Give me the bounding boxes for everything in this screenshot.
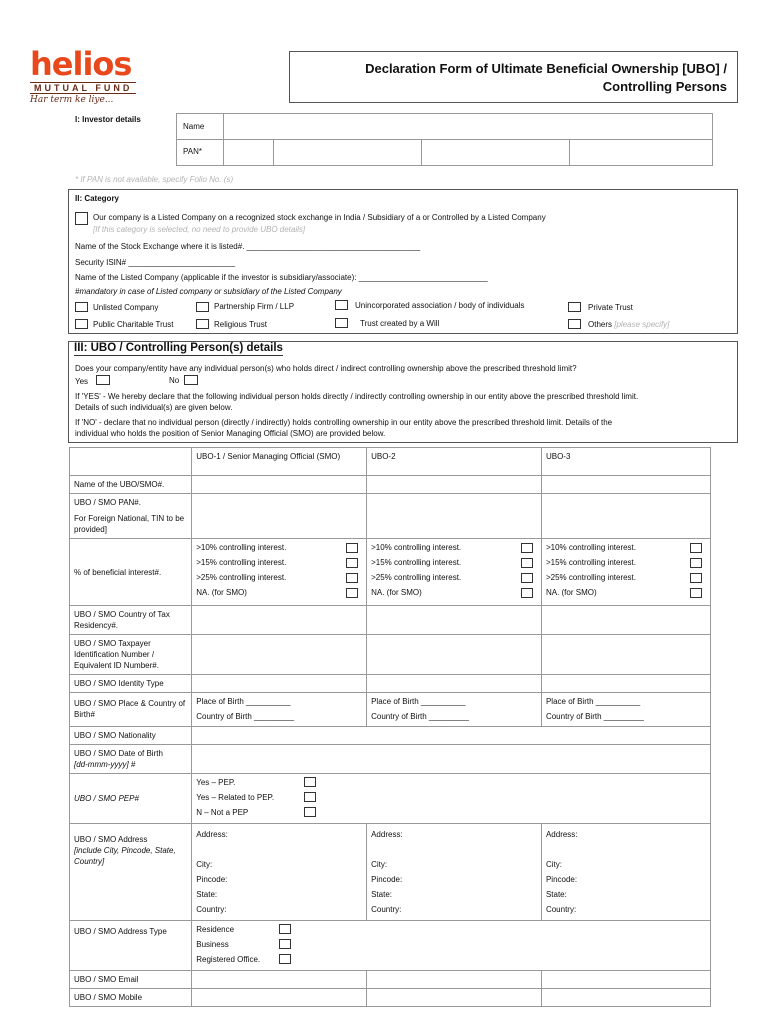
ubo3-state[interactable]: State:: [545, 890, 567, 899]
tax-country-label: UBO / SMO Country of Tax Residency#.: [70, 606, 192, 635]
ubo3-int10-checkbox[interactable]: [690, 543, 702, 553]
business-checkbox[interactable]: [279, 939, 291, 949]
ubo1-int25-checkbox[interactable]: [346, 573, 358, 583]
trust-will-label: Trust created by a Will: [360, 319, 440, 328]
pep-yes-checkbox[interactable]: [304, 777, 316, 787]
ubo3-int10-label: >10% controlling interest.: [545, 543, 637, 552]
header-ubo3: UBO-3: [541, 448, 710, 476]
header-ubo2: UBO-2: [367, 448, 542, 476]
ubo3-name[interactable]: [541, 476, 710, 494]
partnership-checkbox[interactable]: [196, 302, 209, 312]
others-checkbox[interactable]: [568, 319, 581, 329]
residence-checkbox[interactable]: [279, 924, 291, 934]
tin-label: UBO / SMO Taxpayer Identification Number / Equivalent ID Number#.: [70, 635, 192, 675]
ubo2-interest: [367, 539, 542, 606]
form-title-box: [289, 51, 738, 103]
unincorporated-checkbox[interactable]: [335, 300, 348, 310]
ubo3-country[interactable]: Country:: [545, 905, 577, 914]
ubo3-int15-label: >15% controlling interest.: [545, 558, 637, 567]
pep-related-checkbox[interactable]: [304, 792, 316, 802]
listed-company-text: Our company is a Listed Company on a recognized stock exchange in India / Subsidiary of a or Controlled by a Listed Company: [93, 213, 546, 222]
ubo1-int10-checkbox[interactable]: [346, 543, 358, 553]
others-label: [588, 320, 669, 329]
ubo1-email[interactable]: [192, 971, 367, 989]
if-yes-text-2: Details of such individual(s) are given below.: [75, 403, 233, 412]
trust-will-checkbox[interactable]: [335, 318, 348, 328]
pep-yes-label: Yes – PEP.: [196, 778, 236, 787]
ubo2-place-birth[interactable]: Place of Birth __________: [371, 697, 466, 706]
business-label: Business: [196, 940, 229, 949]
pan-note: * If PAN is not available, specify Folio No. (s): [75, 175, 234, 184]
ubo2-int15-checkbox[interactable]: [521, 558, 533, 568]
pan-box-3[interactable]: [422, 140, 570, 166]
ubo1-int15-label: >15% controlling interest.: [196, 558, 287, 567]
name-label: Name: [177, 114, 224, 140]
mandatory-note: #mandatory in case of Listed company or subsidiary of the Listed Company: [75, 287, 342, 296]
ubo3-place-birth[interactable]: Place of Birth __________: [545, 697, 641, 706]
ubo2-email[interactable]: [367, 971, 542, 989]
ubo1-address-line[interactable]: Address:: [196, 830, 228, 839]
pan-label: PAN*: [177, 140, 224, 166]
ubo3-int25-label: >25% controlling interest.: [545, 573, 637, 582]
investor-table: [176, 113, 713, 166]
pep-label: UBO / SMO PEP#: [70, 774, 192, 824]
religious-trust-checkbox[interactable]: [196, 319, 209, 329]
unlisted-label: Unlisted Company: [93, 303, 159, 312]
ubo2-state[interactable]: State:: [371, 890, 392, 899]
ubo1-pincode[interactable]: Pincode:: [196, 875, 228, 884]
ubo1-tin[interactable]: [192, 635, 367, 675]
ubo3-int25-checkbox[interactable]: [690, 573, 702, 583]
ubo2-birth: [367, 693, 542, 727]
ubo-question: Does your company/entity have any individual person(s) who holds direct / indirect controlling ownership above the prescribed threshold limit?: [75, 364, 577, 373]
pan-box-1[interactable]: [224, 140, 274, 166]
pep-options: [192, 774, 711, 824]
no-checkbox[interactable]: [184, 375, 198, 385]
helios-logo: [30, 45, 136, 105]
ubo2-int15-label: >15% controlling interest.: [371, 558, 462, 567]
pep-related-label: Yes – Related to PEP.: [196, 793, 275, 802]
pan-row-title: UBO / SMO PAN#.: [74, 498, 141, 507]
ubo1-pan[interactable]: [192, 494, 367, 539]
ubo2-country-birth[interactable]: Country of Birth _________: [371, 712, 469, 721]
ubo1-country-birth[interactable]: Country of Birth _________: [196, 712, 295, 721]
name-row-label: Name of the UBO/SMO#.: [70, 476, 192, 494]
ubo3-tax-country[interactable]: [541, 606, 710, 635]
birth-label: UBO / SMO Place & Country of Birth#: [70, 693, 192, 727]
ubo1-na-checkbox[interactable]: [346, 588, 358, 598]
ubo2-int10-label: >10% controlling interest.: [371, 543, 462, 552]
pan-row-label: [70, 494, 192, 539]
address-label: [70, 824, 192, 921]
ubo1-city[interactable]: City:: [196, 860, 213, 869]
ubo3-interest: [541, 539, 710, 606]
unlisted-checkbox[interactable]: [75, 302, 88, 312]
interest-row-label: % of beneficial interest#.: [70, 539, 192, 606]
name-input[interactable]: [224, 114, 713, 140]
no-label: No: [169, 376, 180, 385]
ubo3-city[interactable]: City:: [545, 860, 562, 869]
email-label: UBO / SMO Email: [70, 971, 192, 989]
ubo3-pincode[interactable]: Pincode:: [545, 875, 578, 884]
ubo3-na-label: NA. (for SMO): [545, 588, 597, 597]
form-title-line1: Declaration Form of Ultimate Beneficial Ownership [UBO] /: [365, 61, 727, 76]
ubo2-tax-country[interactable]: [367, 606, 542, 635]
if-no-text-2: individual who holds the position of Senior Managing Official (SMO) are provided below.: [75, 429, 386, 438]
ubo-table: [69, 447, 711, 1007]
ubo2-name[interactable]: [367, 476, 542, 494]
ubo2-city[interactable]: City:: [371, 860, 388, 869]
ubo1-interest: [192, 539, 367, 606]
mobile-label: UBO / SMO Mobile: [70, 989, 192, 1007]
others-text: Others: [588, 320, 613, 329]
listed-company-checkbox[interactable]: [75, 212, 88, 225]
private-trust-label: Private Trust: [588, 303, 633, 312]
nationality-label: UBO / SMO Nationality: [70, 727, 192, 745]
ubo2-mobile[interactable]: [367, 989, 542, 1007]
public-trust-checkbox[interactable]: [75, 319, 88, 329]
ubo1-address: [192, 824, 367, 921]
pep-no-checkbox[interactable]: [304, 807, 316, 817]
address-hint: [include City, Pincode, State, Country]: [74, 846, 176, 866]
ubo1-identity[interactable]: [192, 675, 367, 693]
ubo2-pincode[interactable]: Pincode:: [371, 875, 403, 884]
ubo3-identity[interactable]: [541, 675, 710, 693]
dob-title: UBO / SMO Date of Birth: [74, 749, 163, 758]
ubo1-country[interactable]: Country:: [196, 905, 227, 914]
ubo3-int15-checkbox[interactable]: [690, 558, 702, 568]
address-type-label: UBO / SMO Address Type: [70, 921, 192, 971]
form-title-line2: Controlling Persons: [602, 79, 727, 94]
ubo3-na-checkbox[interactable]: [690, 588, 702, 598]
ubo3-address-line[interactable]: Address:: [545, 830, 578, 839]
logo-subtitle: MUTUAL FUND: [30, 82, 136, 94]
ubo2-na-label: NA. (for SMO): [371, 588, 422, 597]
ubo3-country-birth[interactable]: Country of Birth _________: [545, 712, 644, 721]
listed-company-hint: [If this category is selected, no need to provide UBO details]: [93, 225, 306, 234]
ubo2-pan[interactable]: [367, 494, 542, 539]
ubo1-place-birth[interactable]: Place of Birth __________: [196, 697, 291, 706]
unincorporated-label: Unincorporated association / body of individuals: [355, 301, 525, 310]
investor-heading: I: Investor details: [75, 115, 141, 124]
ubo3-birth: [541, 693, 710, 727]
ubo3-tin[interactable]: [541, 635, 710, 675]
yes-label: Yes: [75, 377, 89, 386]
ubo2-int25-checkbox[interactable]: [521, 573, 533, 583]
public-trust-label: Public Charitable Trust: [93, 320, 174, 329]
header-blank: [70, 448, 192, 476]
ubo1-int10-label: >10% controlling interest.: [196, 543, 287, 552]
yes-checkbox[interactable]: [96, 375, 110, 385]
ubo1-state[interactable]: State:: [196, 890, 218, 899]
ubo2-country[interactable]: Country:: [371, 905, 402, 914]
residence-label: Residence: [196, 925, 235, 934]
if-no-text: If 'NO' - declare that no individual person (directly / indirectly) holds controlling ownership in our entity above the prescribed threshold limit. Details of the: [75, 418, 613, 427]
stock-exchange-line: Name of the Stock Exchange where it is listed#. _______________________________________: [75, 242, 421, 251]
registered-checkbox[interactable]: [279, 954, 291, 964]
logo-tagline: Har term ke liye...: [30, 95, 114, 105]
ubo1-name[interactable]: [192, 476, 367, 494]
logo-brand: helios: [30, 45, 132, 83]
ubo2-address-line[interactable]: Address:: [371, 830, 403, 839]
nationality-input[interactable]: [192, 727, 711, 745]
ubo-heading: III: UBO / Controlling Person(s) details: [74, 342, 283, 354]
dob-format: [dd-mmm-yyyy] #: [74, 760, 136, 769]
pan-box-4[interactable]: [570, 140, 713, 166]
pan-box-2[interactable]: [274, 140, 422, 166]
address-type-options: [192, 921, 711, 971]
if-yes-text: If 'YES' - We hereby declare that the following individual person holds directly / indirectly controlling ownership in our entity above the prescribed threshold limit.: [75, 392, 639, 401]
dob-input[interactable]: [192, 745, 711, 774]
category-heading: II: Category: [75, 194, 120, 203]
dob-label: [70, 745, 192, 774]
header-ubo1: UBO-1 / Senior Managing Official (SMO): [192, 448, 367, 476]
ubo2-address: [367, 824, 542, 921]
ubo1-na-label: NA. (for SMO): [196, 588, 247, 597]
ubo1-tax-country[interactable]: [192, 606, 367, 635]
ubo1-int25-label: >25% controlling interest.: [196, 573, 287, 582]
ubo2-int10-checkbox[interactable]: [521, 543, 533, 553]
pep-no-label: N – Not a PEP: [196, 808, 249, 817]
isin-line: Security ISIN# ________________________: [75, 258, 236, 267]
ubo3-mobile[interactable]: [541, 989, 710, 1007]
ubo1-mobile[interactable]: [192, 989, 367, 1007]
ubo2-identity[interactable]: [367, 675, 542, 693]
ubo2-na-checkbox[interactable]: [521, 588, 533, 598]
identity-label: UBO / SMO Identity Type: [70, 675, 192, 693]
partnership-label: Partnership Firm / LLP: [214, 302, 295, 311]
ubo2-tin[interactable]: [367, 635, 542, 675]
ubo1-birth: [192, 693, 367, 727]
ubo3-email[interactable]: [541, 971, 710, 989]
ubo1-int15-checkbox[interactable]: [346, 558, 358, 568]
listed-company-name-line: Name of the Listed Company (applicable if the investor is subsidiary/associate): _____________________________: [75, 273, 488, 282]
ubo2-int25-label: >25% controlling interest.: [371, 573, 462, 582]
ubo3-pan[interactable]: [541, 494, 710, 539]
registered-label: Registered Office.: [196, 955, 261, 964]
private-trust-checkbox[interactable]: [568, 302, 581, 312]
religious-trust-label: Religious Trust: [214, 320, 267, 329]
address-title: UBO / SMO Address: [74, 835, 148, 844]
ubo3-address: [541, 824, 710, 921]
pan-row-note: For Foreign National, TIN to be provided]: [74, 514, 185, 534]
others-hint: [please specify]: [614, 320, 670, 329]
